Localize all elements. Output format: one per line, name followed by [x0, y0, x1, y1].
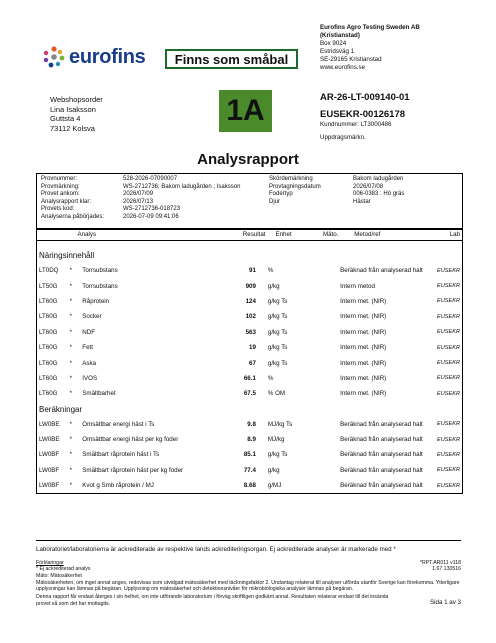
- method-ref: Intern metod: [340, 282, 375, 290]
- info-value: 2026-07-09 09:41:06: [123, 213, 179, 220]
- mato-value: [311, 447, 338, 462]
- company-name: Eurofins Agro Testing Sweden AB: [320, 24, 420, 31]
- accreditation-star: *: [69, 466, 73, 474]
- stamp: [165, 49, 298, 69]
- result-row: [37, 478, 462, 493]
- customer-number: Kundnummer: LT3000486: [320, 121, 392, 128]
- lab-code: EUSEKR: [436, 313, 460, 320]
- result-row: [37, 263, 462, 278]
- mato-value: [311, 340, 338, 355]
- disclaimer-note: Denna rapport får endast återges i sin helhet, om inte utförande laboratorium i förväg skriftligen godkänt annat. Resultaten relaterar endast till det insända provet så som det har mottagits.: [36, 594, 389, 607]
- col-analys: Analys: [77, 231, 97, 238]
- analysis-name: Socker: [82, 313, 102, 321]
- recipient-line: Webshopsorder: [50, 95, 103, 104]
- company-city: SE-29165 Kristianstad: [320, 56, 382, 63]
- analysis-name: Omsättbar energi häst i Ts: [82, 420, 155, 428]
- accreditation-star: *: [69, 390, 73, 398]
- col-metod: Metod/ref: [354, 231, 381, 238]
- recipient-line: Lina Isaksson: [50, 104, 96, 114]
- result-value: 19: [249, 344, 256, 352]
- mato-value: [311, 371, 338, 386]
- method-ref: Intern met. (NIR): [340, 344, 387, 352]
- analysis-code: LT0DQ: [39, 267, 59, 275]
- legend-mato: Mäto: Mätosäkerhet: [36, 572, 82, 579]
- analysis-name: Torrsubstans: [82, 282, 118, 290]
- lab-code: EUSEKR: [436, 467, 460, 474]
- result-value: 8.9: [247, 436, 256, 444]
- mato-value: [311, 294, 338, 309]
- info-label: Djur: [269, 198, 281, 205]
- accreditation-star: *: [69, 436, 73, 444]
- analysis-name: Smältbart råprotein häst i Ts: [82, 451, 160, 459]
- result-row: [37, 340, 462, 355]
- section-title: Näringsinnehåll: [39, 251, 95, 260]
- lab-code: EUSEKR: [436, 436, 460, 443]
- accreditation-star: *: [69, 313, 73, 321]
- analysis-code: LW0BF: [39, 466, 60, 474]
- lab-code: EUSEKR: [436, 344, 460, 351]
- analysis-code: LT60G: [39, 297, 58, 305]
- order-tag: Uppdragsmärkn.: [320, 134, 366, 141]
- info-row: [267, 199, 406, 207]
- info-row: [39, 176, 242, 184]
- eurofins-logo-icon: [42, 45, 66, 69]
- info-row: [267, 191, 406, 199]
- recipient-address: [50, 95, 103, 133]
- lab-code: EUSEKR: [436, 451, 460, 458]
- info-label: Provmärkning:: [41, 183, 80, 190]
- analysis-code: LT60G: [39, 359, 58, 367]
- logo: [42, 45, 162, 71]
- page-title: Analysrapport: [197, 151, 299, 168]
- info-value: 006-0383 : Hö gräs: [353, 191, 405, 198]
- analysis-name: Kvot g Smb råprotein / MJ: [82, 482, 154, 490]
- info-value: 2026/07/09: [123, 191, 154, 198]
- result-unit: % OM: [267, 390, 286, 398]
- info-label: Analysrapport klar:: [41, 198, 92, 205]
- result-row: [37, 309, 462, 324]
- grade-text: 1A: [226, 94, 265, 127]
- section-title: Beräkningar: [39, 404, 83, 414]
- result-row: [37, 371, 462, 386]
- method-ref: Beräknad från analyserad halt: [340, 420, 423, 428]
- col-enhet: Enhet: [275, 231, 292, 238]
- accreditation-star: *: [69, 482, 73, 490]
- col-mato: Mäto.: [322, 231, 339, 238]
- result-row: [37, 294, 462, 309]
- result-value: 102: [245, 313, 256, 321]
- analysis-name: Torrsubstans: [82, 267, 118, 275]
- result-value: 563: [245, 328, 256, 336]
- mato-value: [311, 463, 338, 478]
- col-lab: Lab: [449, 231, 460, 238]
- section-header: [37, 248, 462, 263]
- analysis-name: Smältbarhet: [82, 390, 116, 398]
- method-ref: Intern met. (NIR): [340, 374, 387, 382]
- result-row: [37, 355, 462, 370]
- info-label: Provet ankom:: [41, 191, 80, 198]
- footer-divider: [36, 540, 461, 541]
- method-ref: Beräknad från analyserad halt: [340, 267, 423, 275]
- doc-ref: *RPT.AR011 v118: [419, 560, 461, 566]
- info-row: [39, 184, 242, 192]
- accreditation-star: *: [69, 451, 73, 459]
- result-unit: g/kg: [267, 466, 280, 474]
- result-unit: MJ/kg: [267, 436, 285, 444]
- analysis-code: LT60G: [39, 390, 58, 398]
- accreditation-star: *: [69, 267, 73, 275]
- method-ref: Beräknad från analyserad halt: [340, 451, 423, 459]
- analysis-code: LW0BE: [39, 436, 60, 444]
- section-header: [37, 402, 462, 417]
- lab-code: EUSEKR: [436, 360, 460, 367]
- mato-value: [311, 417, 338, 432]
- info-value: 2026/07/13: [123, 198, 154, 205]
- result-row: [37, 278, 462, 293]
- info-right: [267, 176, 406, 206]
- accreditation-star: *: [69, 344, 73, 352]
- info-row: [39, 214, 242, 222]
- result-unit: g/kg Ts: [267, 313, 288, 321]
- results-header: [37, 229, 462, 241]
- recipient-line: Guttsta 4: [50, 114, 81, 123]
- result-unit: g/kg Ts: [267, 451, 288, 459]
- lab-code: EUSEKR: [436, 298, 460, 305]
- info-value: 528-2026-07090007: [123, 176, 178, 182]
- result-row: [37, 432, 462, 447]
- accreditation-star: *: [69, 359, 73, 367]
- analysis-name: Aska: [82, 359, 97, 367]
- result-unit: g/kg Ts: [267, 297, 288, 305]
- accreditation-star: *: [69, 282, 73, 290]
- lab-code: EUSEKR: [436, 329, 460, 336]
- analysis-name: Råprotein: [82, 297, 110, 305]
- method-ref: Intern met. (NIR): [340, 297, 387, 305]
- lab-code: EUSEKR: [436, 267, 460, 274]
- result-value: 909: [245, 282, 256, 290]
- result-value: 67: [249, 359, 256, 367]
- info-label: Provtagningsdatum: [269, 183, 321, 190]
- result-row: [37, 463, 462, 478]
- uncertainty-note: Mätosäkerheten, om inget annat anges, redovisas som utvidgad mätosäkerhet med täckningsfaktor 2. Undantag relaterat till analyser utförda utanför Sverige kan förekomma. Ytterligare upplysningar kan lämnas på begäran. Upplysning om mätosäkerhet och detektionsnivåer för mikrobiologiska analyser lämnas på begäran.: [36, 579, 460, 593]
- info-label: Provets kod:: [41, 206, 75, 213]
- result-row: [37, 417, 462, 432]
- analysis-code: LT50G: [39, 282, 58, 290]
- page-number: Sida 1 av 3: [430, 599, 461, 607]
- info-label: Analyserna påbörjades:: [41, 213, 105, 220]
- mato-value: [311, 278, 338, 293]
- mato-value: [311, 478, 338, 493]
- result-value: 77.4: [243, 466, 256, 474]
- analysis-code: LW0BF: [39, 482, 60, 490]
- analysis-code: LW0BE: [39, 420, 60, 428]
- lab-code: EUSEKR: [436, 390, 460, 397]
- result-unit: g/kg Ts: [267, 344, 288, 352]
- info-value: 2026/07/08: [353, 183, 384, 190]
- analysis-code: LT60G: [39, 344, 58, 352]
- lab-code: EUSEKR: [436, 375, 460, 382]
- result-unit: g/MJ: [267, 482, 282, 490]
- company-box: Box 9024: [320, 40, 347, 47]
- results-box: [36, 228, 463, 494]
- info-row: [39, 206, 242, 214]
- info-label: Provnummer:: [41, 176, 78, 182]
- logo-text: eurofins: [69, 46, 146, 68]
- analysis-name: NDF: [82, 328, 96, 336]
- result-value: 67.5: [243, 390, 256, 398]
- grade-badge: [219, 90, 272, 132]
- accreditation-star: *: [69, 374, 73, 382]
- analysis-code: LT60G: [39, 313, 58, 321]
- company-web: www.eurofins.se: [320, 64, 366, 71]
- analysis-code: LT60G: [39, 374, 58, 382]
- result-unit: g/kg Ts: [267, 328, 288, 336]
- info-row: [39, 199, 242, 207]
- info-row: [267, 184, 406, 192]
- sample-info-box: [36, 173, 463, 230]
- analysis-name: Fett: [82, 344, 93, 352]
- info-value: WS-2712736; Bakom ladugården ; Isaksson: [123, 183, 241, 190]
- lab-code: EUSEKR: [436, 421, 460, 428]
- result-unit: g/kg: [267, 282, 280, 290]
- result-value: 91: [249, 267, 256, 275]
- info-value: Bakom ladugården: [353, 176, 404, 182]
- method-ref: Beräknad från analyserad halt: [340, 482, 423, 490]
- result-unit: MJ/kg Ts: [267, 420, 293, 428]
- method-ref: Intern met. (NIR): [340, 313, 387, 321]
- results-table: [37, 248, 462, 493]
- result-value: 124: [245, 297, 256, 305]
- info-value: WS-2712736-018723: [123, 206, 181, 213]
- legend-star: * Ej ackrediterad analys: [36, 566, 91, 573]
- result-unit: %: [267, 267, 274, 275]
- analysis-name: Omsättbar energi häst per kg foder: [82, 436, 179, 444]
- result-value: 66.1: [243, 374, 256, 382]
- method-ref: Intern met. (NIR): [340, 390, 387, 398]
- method-ref: Beräknad från analyserad halt: [340, 436, 423, 444]
- doc-version: 1.67 130516: [432, 566, 461, 573]
- company-branch: (Kristianstad): [320, 32, 360, 39]
- report-ids: [320, 92, 490, 142]
- analysis-code: LT60G: [39, 328, 58, 336]
- report-number: AR-26-LT-009140-01: [320, 92, 410, 103]
- legend-title: Förklaringar: [36, 560, 64, 566]
- col-resultat: Resultat: [242, 231, 266, 238]
- mato-value: [311, 432, 338, 447]
- stamp-text: Finns som småbal: [174, 52, 289, 67]
- accreditation-star: *: [69, 297, 73, 305]
- method-ref: Beräknad från analyserad halt: [340, 466, 423, 474]
- analysis-code: LW0BF: [39, 451, 60, 459]
- accreditation-star: *: [69, 420, 73, 428]
- company-street: Estridsväg 1: [320, 48, 355, 55]
- result-value: 85.1: [243, 451, 256, 459]
- mato-value: [311, 325, 338, 340]
- footer: [36, 546, 461, 607]
- method-ref: Intern met. (NIR): [340, 328, 387, 336]
- accreditation-note: Laboratoriet/laboratorierna är ackrediterade av respektive lands ackrediteringsorgan. Ej ackrediterade analyser är markerade med *: [36, 546, 396, 553]
- method-ref: Intern met. (NIR): [340, 359, 387, 367]
- eusekr-number: EUSEKR-00126178: [320, 109, 406, 120]
- analysis-name: Smältbart råprotein häst per kg foder: [82, 466, 184, 474]
- info-row: [39, 191, 242, 199]
- result-unit: %: [267, 374, 274, 382]
- result-row: [37, 447, 462, 462]
- info-value: Hästar: [353, 198, 371, 205]
- recipient-line: 73112 Kolsva: [50, 123, 95, 133]
- analysis-name: IVOS: [82, 374, 98, 382]
- info-label: Skördemärkning: [269, 176, 313, 182]
- result-value: 8.68: [243, 482, 256, 490]
- info-label: Fodertyp: [269, 191, 293, 198]
- result-row: [37, 325, 462, 340]
- mato-value: [311, 386, 338, 401]
- result-row: [37, 386, 462, 401]
- mato-value: [311, 309, 338, 324]
- lab-code: EUSEKR: [436, 283, 460, 290]
- info-row: [267, 176, 406, 184]
- lab-code: EUSEKR: [436, 482, 460, 489]
- mato-value: [311, 263, 338, 278]
- mato-value: [311, 355, 338, 370]
- result-value: 9.8: [247, 420, 256, 428]
- result-unit: g/kg Ts: [267, 359, 288, 367]
- info-left: [39, 176, 242, 222]
- company-address: [320, 24, 490, 72]
- accreditation-star: *: [69, 328, 73, 336]
